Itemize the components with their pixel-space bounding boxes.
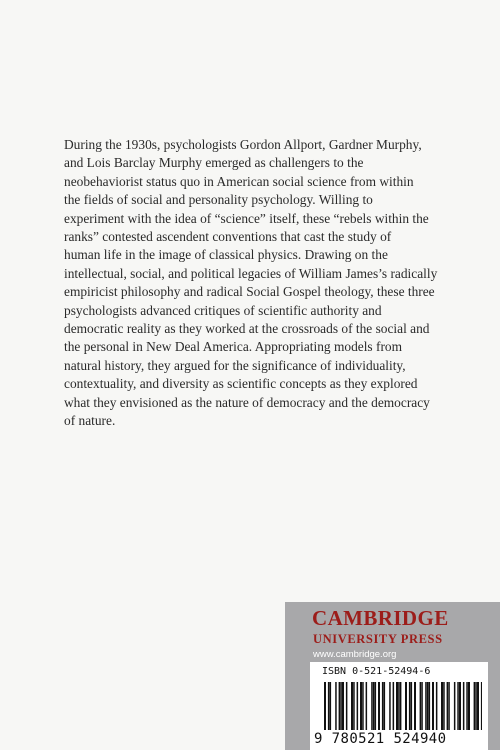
description-line: democratic reality as they worked at the crossroads of the social and <box>64 321 430 337</box>
barcode-bar <box>448 682 450 730</box>
barcode-bar <box>335 682 337 730</box>
barcode-bar <box>454 682 456 730</box>
barcode-bar <box>339 682 341 730</box>
description-line: contextuality, and diversity as scientific concepts as they explored <box>64 376 418 392</box>
barcode-bar <box>441 682 443 730</box>
barcode-bar <box>420 682 422 730</box>
description-line: experiment with the idea of “science” itself, these “rebels within the <box>64 210 429 226</box>
barcode-bar <box>447 682 449 730</box>
description-line: empiricist philosophy and radical Social Gospel theology, these three <box>64 284 435 300</box>
description-line: During the 1930s, psychologists Gordon Allport, Gardner Murphy, <box>64 137 422 152</box>
isbn-label: ISBN 0-521-52494-6 <box>322 666 431 677</box>
barcode-bar <box>425 682 427 730</box>
barcode-bar <box>475 682 477 730</box>
barcode-bar <box>457 682 459 730</box>
barcode-bar <box>340 682 342 730</box>
barcode-bar <box>371 682 373 730</box>
barcode-bar <box>474 682 476 730</box>
barcode-bar <box>398 682 400 730</box>
barcode-bar <box>421 682 423 730</box>
publisher-logo: CAMBRIDGE <box>312 606 449 630</box>
description-line: ranks” contested ascendent conventions that cast the study of <box>64 229 392 245</box>
barcode-bar <box>357 682 359 730</box>
description-line: what they envisioned as the nature of democracy and the democracy <box>64 394 430 410</box>
barcode-bar <box>328 682 330 730</box>
barcode-bar <box>366 682 368 730</box>
barcode-bar <box>427 682 429 730</box>
barcode-bar <box>324 682 326 730</box>
barcode-bar <box>477 682 479 730</box>
barcode-bar <box>353 682 355 730</box>
barcode-bar <box>330 682 332 730</box>
barcode-bar <box>405 682 407 730</box>
description-line: and Lois Barclay Murphy emerged as challengers to the <box>64 155 364 171</box>
barcode-bar <box>360 682 362 730</box>
barcode-bar <box>342 682 344 730</box>
description-line: psychologists advanced critiques of scientific authority and <box>64 302 382 318</box>
description-line: the personal in New Deal America. Appropriating models from <box>64 339 403 355</box>
barcode-bar <box>481 682 482 730</box>
barcode-bar <box>429 682 431 730</box>
description-line: neobehaviorist status quo in American social science from within <box>64 173 414 189</box>
barcode-bar <box>443 682 445 730</box>
barcode-bar <box>389 682 391 730</box>
barcode-bar <box>411 682 413 730</box>
barcode-bar <box>468 682 470 730</box>
barcode-bar <box>362 682 364 730</box>
barcode-bar <box>378 682 380 730</box>
description-line: natural history, they argued for the significance of individuality, <box>64 357 406 373</box>
barcode-bar <box>382 682 384 730</box>
barcode-bar <box>432 682 434 730</box>
barcode-bar <box>393 682 395 730</box>
barcode-bar <box>466 682 468 730</box>
barcode-bar <box>373 682 375 730</box>
description-line: of nature. <box>64 413 116 429</box>
description-line: intellectual, social, and political legacies of William James’s radically <box>64 265 438 281</box>
publisher-subtitle: UNIVERSITY PRESS <box>313 632 443 646</box>
publisher-url[interactable]: www.cambridge.org <box>313 649 397 660</box>
barcode-bar <box>346 682 348 730</box>
barcode-digits: 9 780521 524940 <box>314 731 447 747</box>
barcode-bar <box>463 682 465 730</box>
barcode-bar <box>400 682 402 730</box>
barcode-bar <box>459 682 461 730</box>
barcode-bar <box>436 682 438 730</box>
description-line: human life in the image of classical physics. Drawing on the <box>64 247 388 263</box>
barcode-bar <box>384 682 386 730</box>
barcode-bar <box>396 682 398 730</box>
barcode-bar <box>414 682 416 730</box>
barcode-bar <box>375 682 377 730</box>
book-description <box>64 136 444 431</box>
description-line: the fields of social and personality psychology. Willing to <box>64 192 373 208</box>
barcode-bar <box>351 682 353 730</box>
barcode-icon <box>322 682 482 734</box>
barcode-bar <box>409 682 411 730</box>
